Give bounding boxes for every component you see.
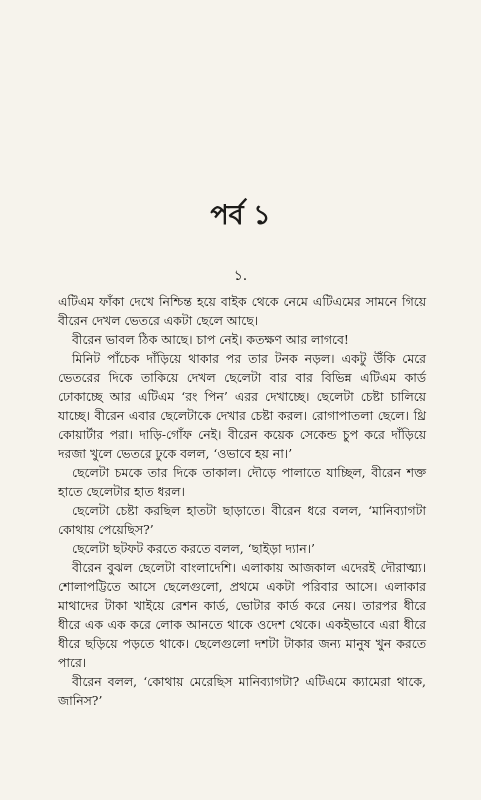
chapter-title: পর্ব ১ <box>210 200 271 231</box>
chapter-body <box>58 292 426 710</box>
paragraph: বীরেন বুঝল ছেলেটা বাংলাদেশি। এলাকায় আজকাল এদেরই দৌরাত্ম্য। শোলাপট্টিতে আসে ছেলেগুলো, প্রথমে একটা পরিবার আসে। এলাকার মাথাদের টাকা খাইয়ে রেশন কার্ড, ভোটার কার্ড করে নেয়। তারপর ধীরে ধীরে এক এক করে লোক আনতে থাকে ওদেশ থেকে। একইভাবে এরা ধীরে ধীরে ছড়িয়ে পড়তে থাকে। ছেলেগুলো দশটা টাকার জন্য মানুষ খুন করতে পারে। <box>58 560 426 670</box>
paragraph: ছেলেটা চমকে তার দিকে তাকাল। দৌড়ে পালাতে যাচ্ছিল, বীরেন শক্ত হাতে ছেলেটার হাত ধরল। <box>58 465 426 499</box>
paragraph: মিনিট পাঁচেক দাঁড়িয়ে থাকার পর তার টনক নড়ল। একটু উঁকি মেরে ভেতরের দিকে তাকিয়ে দেখল ছেলেটা বার বার বিভিন্ন এটিএম কার্ড ঢোকাচ্ছে আর এটিএম ‘রং পিন’ এরর দেখাচ্ছে। ছেলেটা চেষ্টা চালিয়ে যাচ্ছে। বীরেন এবার ছেলেটাকে দেখার চেষ্টা করল। রোগাপাতলা ছেলে। থ্রি কোয়ার্টার পরা। দাড়ি-গোঁফ নেই। বীরেন কয়েক সেকেন্ড চুপ করে দাঁড়িয়ে দরজা খুলে ভেতরে ঢুকে বলল, ‘ওভাবে হয় না।’ <box>58 351 426 461</box>
paragraph: বীরেন বলল, ‘কোথায় মেরেছিস মানিব্যাগটা? এটিএমে ক্যামেরা থাকে, জানিস?’ <box>58 674 426 708</box>
section-number: ১. <box>233 268 248 284</box>
paragraph: ছেলেটা চেষ্টা করছিল হাতটা ছাড়াতে। বীরেন ধরে বলল, ‘মানিব্যাগটা কোথায় পেয়েছিস?’ <box>58 503 426 537</box>
paragraph: ছেলেটা ছটফট করতে করতে বলল, ‘ছাইড়া দ্যান।’ <box>72 541 315 556</box>
paragraph: এটিএম ফাঁকা দেখে নিশ্চিন্ত হয়ে বাইক থেকে নেমে এটিএমের সামনে গিয়ে বীরেন দেখল ভেতরে একটা ছেলে আছে। <box>58 294 426 328</box>
paragraph: বীরেন ভাবল ঠিক আছে। চাপ নেই। কতক্ষণ আর লাগবে! <box>72 332 349 347</box>
